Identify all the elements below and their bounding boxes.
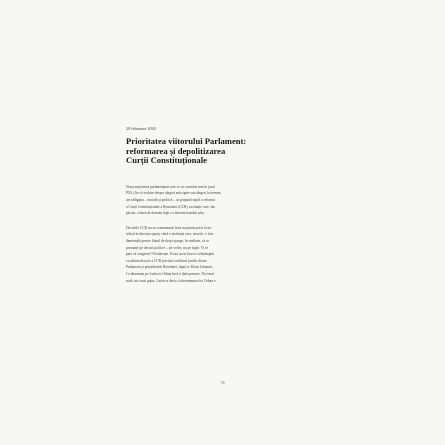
- text-line: păcate, a întrucât domnia legii cu domnia bunului plac.: [126, 211, 206, 216]
- article-title: [126, 137, 319, 166]
- article-date: 29 februarie 2020: [126, 126, 156, 131]
- page-content: [126, 126, 319, 284]
- title-line: Prioritatea viitorului Parlament:: [126, 136, 247, 146]
- title-line: Curții Constituționale: [126, 155, 207, 166]
- paragraph-body: [126, 225, 319, 284]
- title-line: reformarea și depolitizarea: [126, 145, 226, 156]
- text-line: pronunțe pe decizii politice – pe vorbe, nu pe fapte. Vi se: [126, 245, 209, 250]
- paragraph-intro: [126, 184, 319, 217]
- text-line: a Curții Constituționale a României (CCR), instituție care, din: [126, 204, 216, 209]
- text-line: damentală pentru Statul de drept ajunge, în realitate, să se: [126, 238, 209, 243]
- text-line: mult, nici mai puțin, Curtea a decis că desemnarea lui Orban e: [126, 278, 216, 283]
- text-line: PNL (fie că vorbim despre alegeri anticipate sau alegeri la termen,: [126, 191, 222, 196]
- text-line: Deciziile CCR nu se comentează, încă nu putem privi la ne-: [126, 225, 213, 230]
- text-line: Noua majoritate parlamentară care se va constitui mai în jurul: [126, 184, 215, 189]
- text-line: sfârșit în direcția opusă, când o instituție care, teoretic, e fun-: [126, 232, 214, 237]
- text-line: pare că exagerez? Nicidecum. Exact acest lucru s-a întâmplat: [126, 252, 215, 257]
- text-line: are obligația – morală și politică – să propună rapid o reformă: [126, 197, 215, 202]
- text-line: cu ultima decizie a CCR privind conflictul juridic dintre: [126, 258, 207, 263]
- page-number: 74: [220, 380, 225, 385]
- text-line: Parlament și președintele României, după ce Klaus Iohannis: [126, 265, 213, 270]
- text-line: l-a desemnat pe Ludovic Orban încă o dată premier. Nici mai: [126, 271, 214, 276]
